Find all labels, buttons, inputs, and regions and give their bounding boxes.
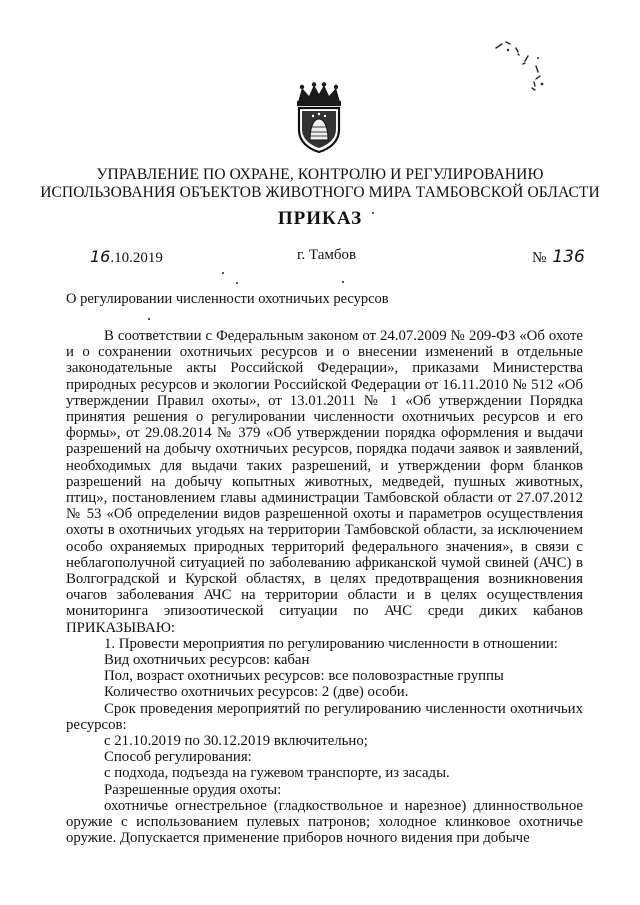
period-value: с 21.10.2019 по 30.12.2019 включительно; (104, 733, 368, 750)
scan-speck (222, 272, 224, 274)
tools-value: охотничье огнестрельное (гладкоствольное и нарезное) длинноствольное оружие с использованием пулевых патронов; холодное клинковое охотничье оружие. Допускается применение приборов ночного видения при добыче (66, 797, 583, 847)
method-value: с подхода, подъезда на гужевом транспорте, из засады. (104, 765, 450, 782)
order-date-day-handwritten: 16 (90, 247, 111, 266)
item-1: 1. Провести мероприятия по регулированию численности в отношении: (104, 635, 558, 652)
order-title: ПРИКАЗ (277, 208, 363, 229)
preamble-paragraph: В соответствии с Федеральным законом от 24.07.2009 № 209-ФЗ «Об охоте и о сохранении охотничьих ресурсов и о внесении изменений в отдельные законодательные акты Российской Федерации», приказами Министерства природных ресурсов и экологии Российской Федерации от 16.11.2010 № 512 «Об утверждении Правил охоты», от 13.01.2011 № 1 «Об утверждении Порядка принятия решения о регулировании численности охотничьих ресурсов и его формы», от 29.08.2014 № 379 «Об утверждении порядка оформления и выдачи разрешений на добычу охотничьих ресурсов, порядка подачи заявок и заявлений, необходимых для выдачи таких разрешений, и утверждении форм бланков разрешений на добычу копытных животных, медведей, пушных животных, птиц», постановлением главы администрации Тамбовской области от 27.07.2012 № 53 «Об определении видов разрешенной охоты и параметров осуществления охоты в охотничьих угодьях на территории Тамбовской области, за исключением особо охраняемых природных территорий федерального значения», в связи с неблагополучной ситуацией по заболеванию африканской чумой свиней (АЧС) в Волгоградской и Курской областях, в целях предотвращения возникновения очагов заболевания АЧС на территории области и в целях осуществления мониторинга эпизоотической ситуации по АЧС среди диких кабанов ПРИКАЗЫВАЮ: (66, 328, 583, 636)
order-number-handwritten: 136 (552, 247, 585, 267)
species-line: Вид охотничьих ресурсов: кабан (104, 652, 310, 669)
agency-name-line-1: УПРАВЛЕНИЕ ПО ОХРАНЕ, КОНТРОЛЮ И РЕГУЛИРОВАНИЮ (96, 166, 544, 183)
order-date (90, 247, 163, 267)
order-number-label: № (532, 250, 547, 266)
method-label: Способ регулирования: (104, 749, 252, 766)
coat-of-arms-emblem (290, 82, 348, 154)
scan-speck (148, 318, 150, 320)
scan-speck (342, 281, 344, 283)
period-label: Срок проведения мероприятий по регулированию численности охотничьих ресурсов: (66, 700, 583, 733)
order-city: г. Тамбов (297, 247, 357, 263)
order-number (532, 247, 585, 267)
order-subject: О регулировании численности охотничьих ресурсов (66, 291, 389, 307)
agency-name-line-2: ИСПОЛЬЗОВАНИЯ ОБЪЕКТОВ ЖИВОТНОГО МИРА ТАМБОВСКОЙ ОБЛАСТИ (40, 184, 600, 201)
tools-label: Разрешенные орудия охоты: (104, 781, 282, 798)
scan-speck (372, 212, 374, 214)
quantity-line: Количество охотничьих ресурсов: 2 (две) особи. (104, 684, 409, 701)
scan-speck (236, 282, 238, 284)
sex-age-line: Пол, возраст охотничьих ресурсов: все половозрастные группы (104, 668, 504, 685)
scan-noise-marks (488, 36, 558, 106)
order-body (66, 328, 583, 847)
order-date-rest: .10.2019 (110, 250, 163, 266)
